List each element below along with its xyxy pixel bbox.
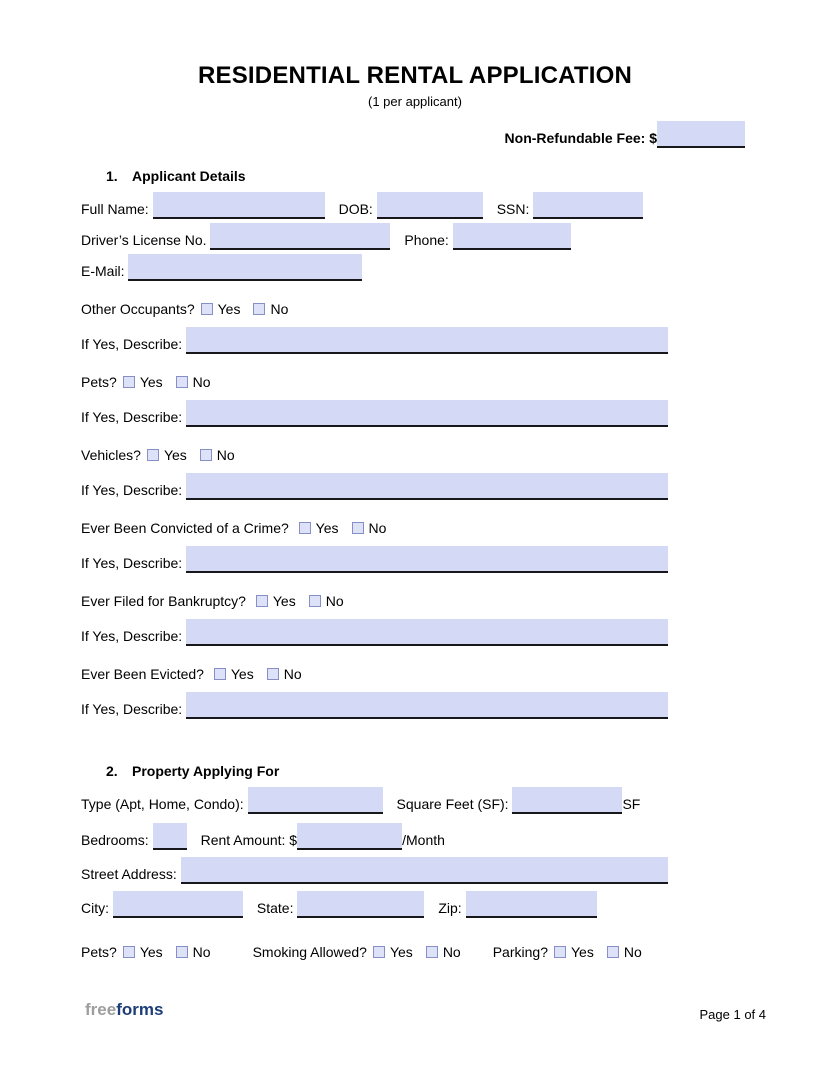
drivers-license-field[interactable] [210,223,390,250]
freeforms-logo [85,1000,163,1020]
vehicles-question-row [81,445,668,465]
bankruptcy-question-row [81,591,668,611]
occupants-yes-label: Yes [217,301,241,317]
full-name-label: Full Name: [81,201,153,217]
phone-field[interactable] [453,223,571,250]
occupants-no-checkbox[interactable] [253,303,265,315]
bankruptcy-describe-row [81,617,668,646]
describe-label: If Yes, Describe: [81,628,187,644]
parking-no-checkbox[interactable] [607,946,619,958]
fee-field[interactable] [657,121,745,148]
property-pets-no-label: No [192,944,211,960]
vehicles-question-label: Vehicles? [81,447,141,463]
parking-yes-label: Yes [570,944,594,960]
bedrooms-row [81,821,668,850]
smoking-no-checkbox[interactable] [426,946,438,958]
smoking-yes-label: Yes [389,944,413,960]
property-pets-no-checkbox[interactable] [176,946,188,958]
evicted-question-row [81,664,668,684]
vehicles-describe-row [81,471,668,500]
parking-yes-checkbox[interactable] [554,946,566,958]
street-row [81,855,668,884]
crime-yes-label: Yes [315,520,339,536]
evicted-yes-checkbox[interactable] [214,668,226,680]
logo-free-text: free [85,1000,117,1019]
form-content [81,166,668,962]
crime-question-label: Ever Been Convicted of a Crime? [81,520,293,536]
pets-describe-field[interactable] [186,400,668,427]
dob-field[interactable] [377,192,483,219]
evicted-describe-row [81,690,668,719]
pets-question-label: Pets? [81,374,117,390]
bankruptcy-no-checkbox[interactable] [309,595,321,607]
street-address-label: Street Address: [81,866,181,882]
rent-amount-label: Rent Amount: $ [200,832,298,848]
section2-title: Property Applying For [132,763,280,779]
full-name-field[interactable] [153,192,325,219]
section2-header [106,761,668,779]
zip-field[interactable] [466,891,597,918]
square-feet-suffix: SF [622,796,641,812]
city-state-zip-row [81,889,668,918]
parking-no-label: No [623,944,642,960]
street-address-field[interactable] [181,857,668,884]
property-pets-yes-checkbox[interactable] [123,946,135,958]
ssn-field[interactable] [533,192,643,219]
license-row [81,221,668,250]
fee-label: Non-Refundable Fee: $ [504,130,657,146]
pets-yes-label: Yes [139,374,163,390]
vehicles-no-label: No [216,447,235,463]
occupants-yes-checkbox[interactable] [201,303,213,315]
state-field[interactable] [297,891,424,918]
evicted-yes-label: Yes [230,666,254,682]
vehicles-yes-label: Yes [163,447,187,463]
occupants-describe-field[interactable] [186,327,668,354]
crime-describe-row [81,544,668,573]
describe-label: If Yes, Describe: [81,336,187,352]
logo-forms-text: forms [116,1000,164,1019]
drivers-license-label: Driver’s License No. [81,232,211,248]
rent-amount-suffix: /Month [402,832,445,848]
type-row [81,785,668,814]
property-pets-yes-label: Yes [139,944,163,960]
bankruptcy-no-label: No [325,593,344,609]
square-feet-field[interactable] [512,787,622,814]
city-field[interactable] [113,891,243,918]
email-field[interactable] [128,254,362,281]
email-row [81,252,668,281]
section2-number: 2. [106,763,118,779]
evicted-describe-field[interactable] [186,692,668,719]
crime-yes-checkbox[interactable] [299,522,311,534]
bedrooms-field[interactable] [153,823,187,850]
fee-row [0,117,745,148]
property-type-field[interactable] [248,787,383,814]
occupants-question-row [81,299,668,319]
pets-no-checkbox[interactable] [176,376,188,388]
city-label: City: [81,900,113,916]
dob-label: DOB: [338,201,377,217]
describe-label: If Yes, Describe: [81,409,187,425]
property-type-label: Type (Apt, Home, Condo): [81,796,248,812]
crime-no-checkbox[interactable] [352,522,364,534]
page-indicator: Page 1 of 4 [699,1007,766,1022]
pets-no-label: No [192,374,211,390]
describe-label: If Yes, Describe: [81,701,187,717]
page-subtitle: (1 per applicant) [368,94,462,109]
describe-label: If Yes, Describe: [81,482,187,498]
rent-amount-field[interactable] [297,823,402,850]
smoking-no-label: No [442,944,461,960]
vehicles-no-checkbox[interactable] [200,449,212,461]
page-title: RESIDENTIAL RENTAL APPLICATION [197,62,632,89]
section1-number: 1. [106,168,118,184]
vehicles-yes-checkbox[interactable] [147,449,159,461]
bankruptcy-yes-checkbox[interactable] [256,595,268,607]
square-feet-label: Square Feet (SF): [396,796,513,812]
pets-yes-checkbox[interactable] [123,376,135,388]
evicted-no-checkbox[interactable] [267,668,279,680]
property-questions-row [81,942,668,962]
email-label: E-Mail: [81,263,129,279]
occupants-describe-row [81,325,668,354]
bedrooms-label: Bedrooms: [81,832,153,848]
smoking-label: Smoking Allowed? [252,944,367,960]
ssn-label: SSN: [496,201,534,217]
evicted-no-label: No [283,666,302,682]
evicted-question-label: Ever Been Evicted? [81,666,208,682]
state-label: State: [256,900,298,916]
bankruptcy-yes-label: Yes [272,593,296,609]
name-row [81,190,668,219]
crime-no-label: No [368,520,387,536]
bankruptcy-describe-field[interactable] [186,619,668,646]
section1-header [106,166,668,184]
occupants-no-label: No [270,301,289,317]
pets-describe-row [81,398,668,427]
bankruptcy-question-label: Ever Filed for Bankruptcy? [81,593,250,609]
section1-title: Applicant Details [132,168,246,184]
parking-label: Parking? [492,944,548,960]
vehicles-describe-field[interactable] [186,473,668,500]
smoking-yes-checkbox[interactable] [373,946,385,958]
occupants-question-label: Other Occupants? [81,301,195,317]
crime-question-row [81,518,668,538]
zip-label: Zip: [438,900,466,916]
crime-describe-field[interactable] [186,546,668,573]
pets-question-row [81,372,668,392]
property-pets-label: Pets? [81,944,117,960]
describe-label: If Yes, Describe: [81,555,187,571]
phone-label: Phone: [404,232,453,248]
